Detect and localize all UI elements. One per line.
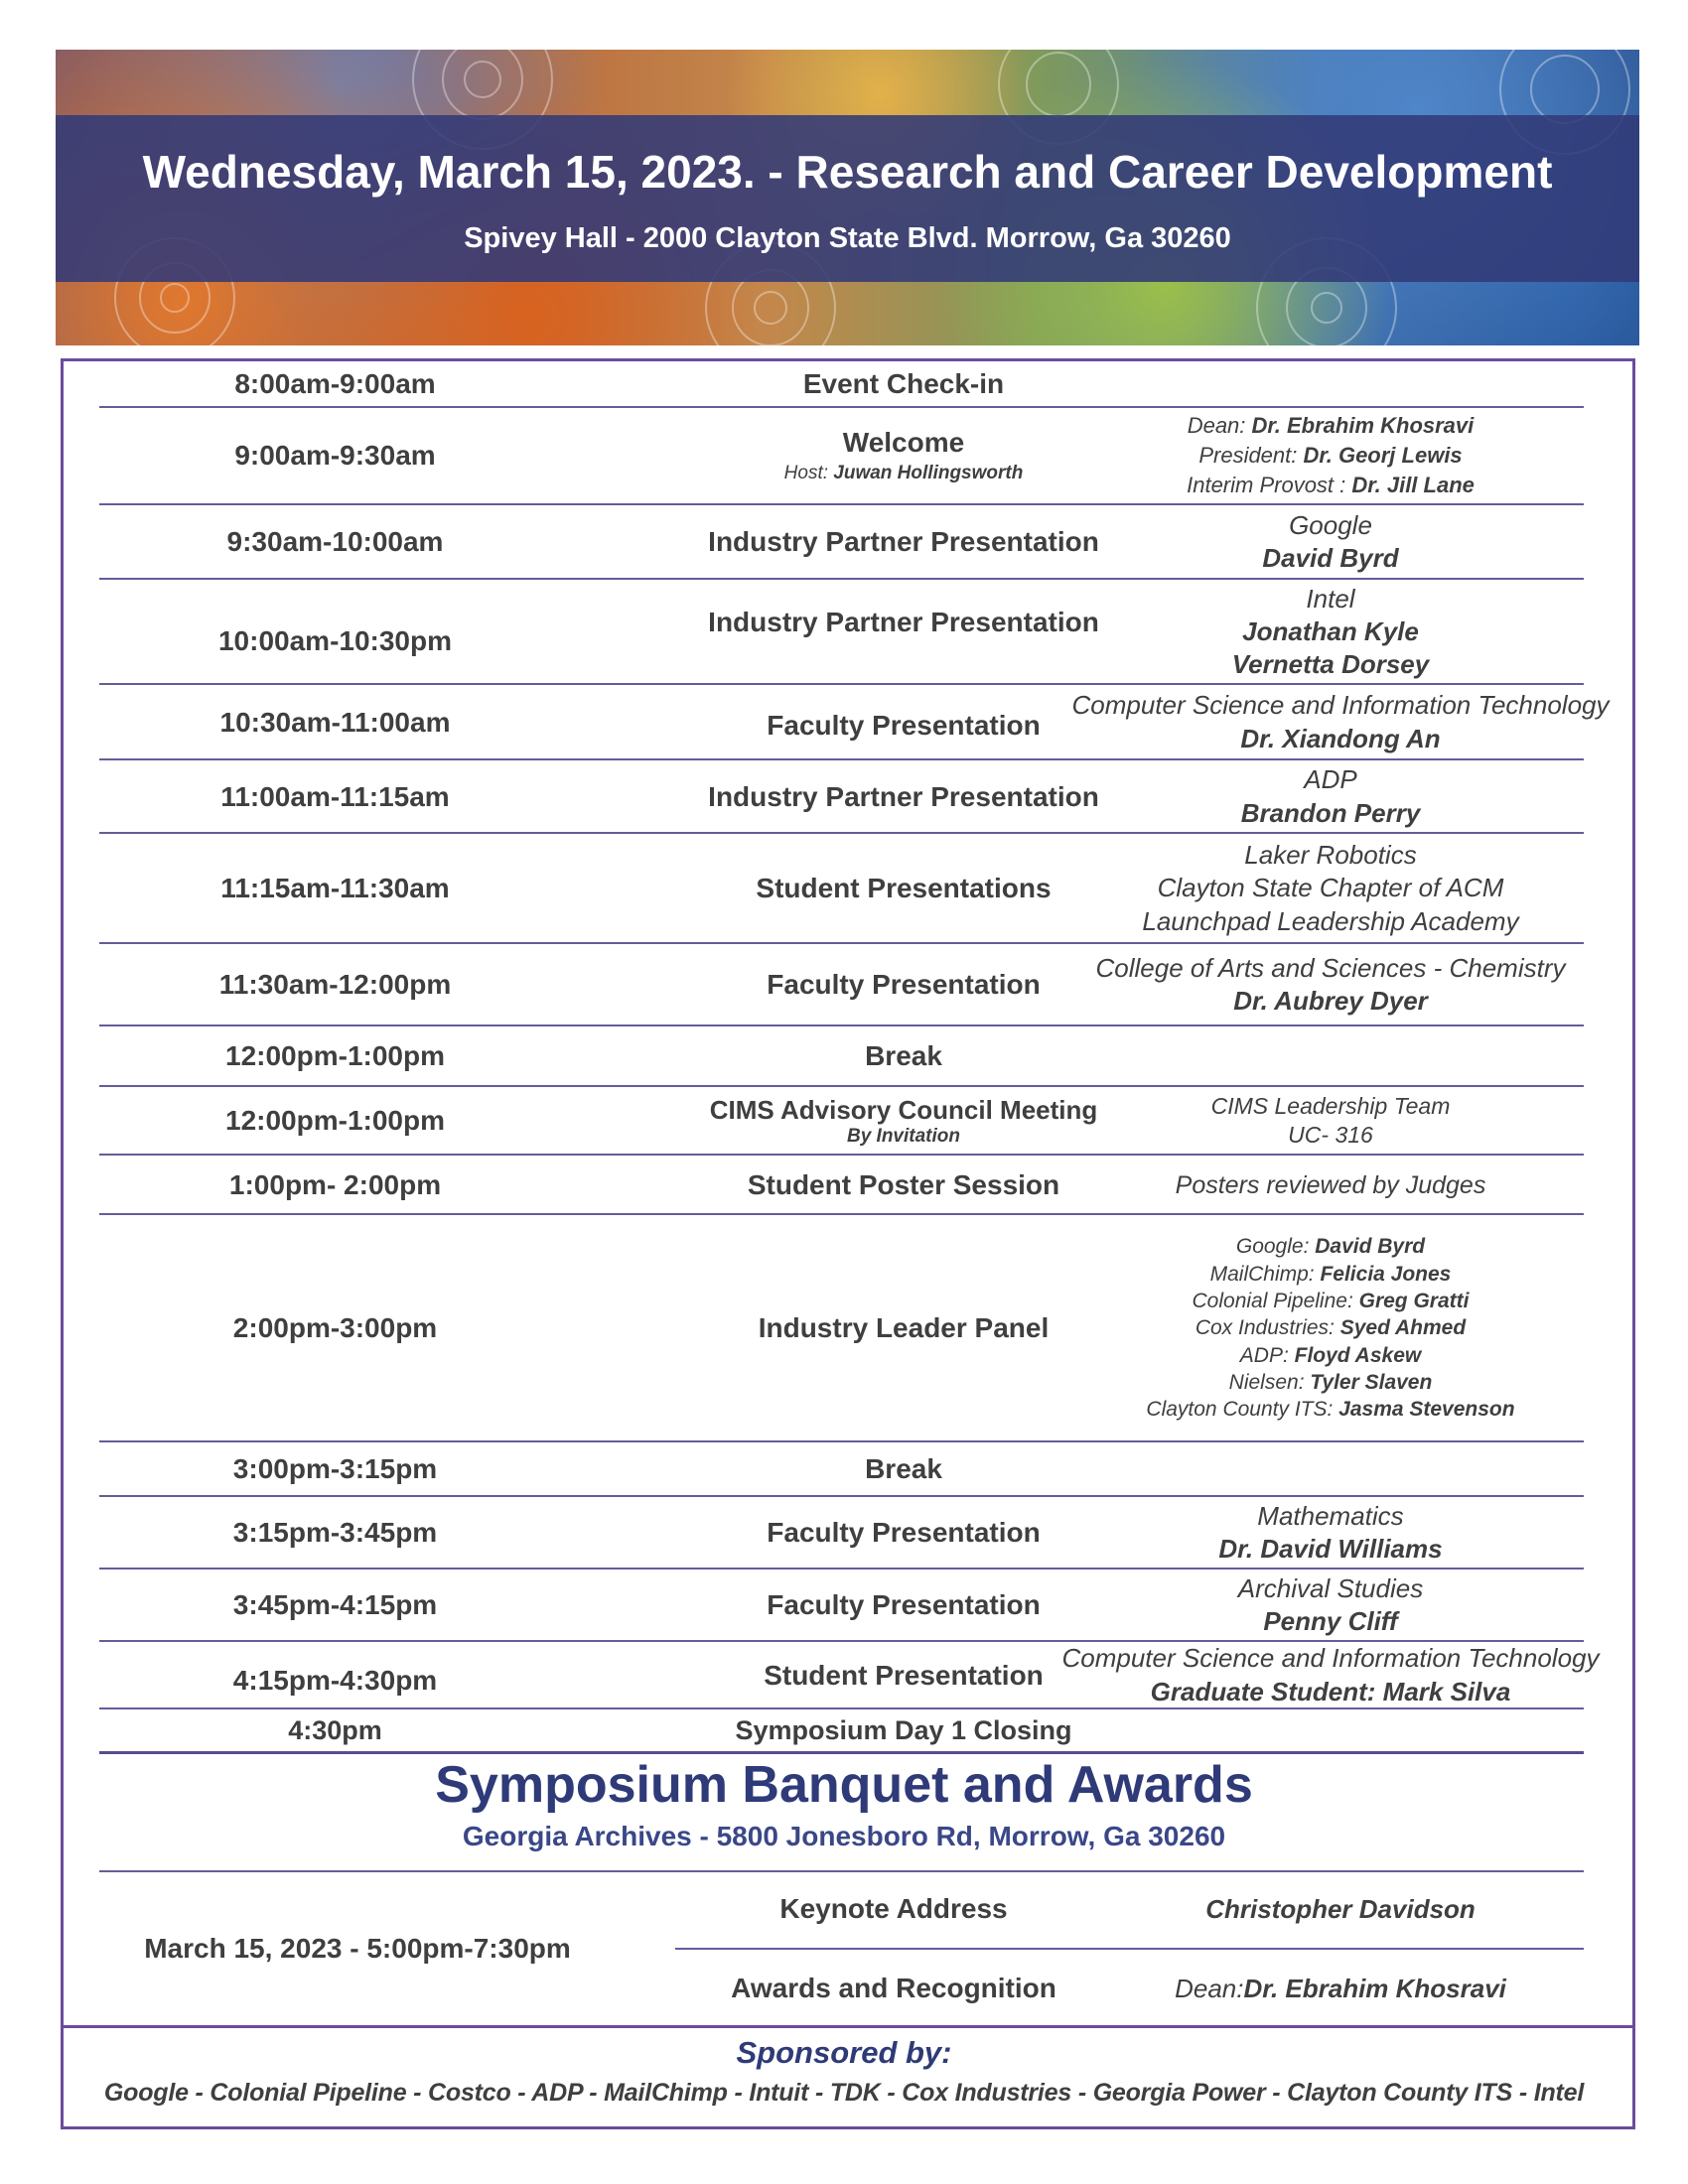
presenter-name: Tyler Slaven <box>1310 1370 1433 1394</box>
schedule-row <box>0 1157 1688 1213</box>
presenter-line <box>1236 1233 1425 1260</box>
presenter-label: Nielsen: <box>1228 1370 1311 1394</box>
presenter-name: Dr. Ebrahim Khosravi <box>1251 413 1475 439</box>
presenter-label: ADP: <box>1239 1343 1295 1367</box>
row-divider <box>99 1568 1584 1570</box>
presenter-name: David Byrd <box>1315 1235 1426 1259</box>
banner-title: Wednesday, March 15, 2023. - Research and Career Development <box>142 146 1553 198</box>
row-divider <box>99 758 1584 760</box>
row-presenters <box>1053 1157 1609 1213</box>
presenter-line <box>1196 1314 1466 1341</box>
presenter-line <box>1240 1342 1421 1369</box>
schedule-row <box>0 686 1688 758</box>
presenter-label: Google: <box>1235 1235 1316 1259</box>
presenter-label: Colonial Pipeline: <box>1192 1290 1359 1313</box>
schedule-row <box>0 1709 1688 1751</box>
row-divider <box>99 1440 1584 1442</box>
banquet-divider <box>99 1870 1584 1872</box>
presenter-line <box>1187 471 1475 500</box>
row-divider <box>99 683 1584 685</box>
row-time: 2:00pm-3:00pm <box>232 1312 438 1343</box>
row-presenters <box>1053 1570 1609 1640</box>
banquet-location: Georgia Archives - 5800 Jonesboro Rd, Morrow, Ga 30260 <box>462 1821 1226 1851</box>
banquet-event: Keynote Address <box>779 1893 1008 1924</box>
row-time: 4:15pm-4:30pm <box>232 1664 438 1696</box>
row-presenters <box>1053 1216 1609 1440</box>
row-presenters <box>1053 581 1609 683</box>
sponsors-list: Google - Colonial Pipeline - Costco - ADP - MailChimp - Intuit - TDK - Cox Industries - Georgia Power - Clayton County ITS - Intel <box>103 2079 1585 2107</box>
presenter-org: Computer Science and Information Technology <box>1061 1643 1600 1674</box>
row-time: 11:30am-12:00pm <box>218 969 452 1000</box>
row-divider <box>99 1154 1584 1156</box>
row-event: Break <box>865 1453 942 1484</box>
row-time: 4:30pm <box>288 1714 382 1745</box>
row-event: Faculty Presentation <box>767 1589 1041 1620</box>
row-time: 10:30am-11:00am <box>219 706 451 738</box>
presenter-org: Laker Robotics <box>1244 840 1417 871</box>
row-event: Faculty Presentation <box>767 1517 1041 1548</box>
presenter-org: Mathematics <box>1257 1500 1404 1531</box>
presenter-org: Clayton State Chapter of ACM <box>1157 873 1504 903</box>
row-time: 1:00pm- 2:00pm <box>228 1168 442 1200</box>
row-presenters <box>1053 1088 1609 1154</box>
row-event: Event Check-in <box>802 368 1005 399</box>
presenter-label: Dean: <box>1175 1973 1244 2003</box>
row-event: Industry Partner Presentation <box>708 606 1099 637</box>
presenter-name: Jasma Stevenson <box>1338 1398 1515 1422</box>
presenter-label: Dean: <box>1187 413 1252 439</box>
row-time: 3:15pm-3:45pm <box>232 1517 438 1548</box>
row-presenters <box>1053 1498 1609 1568</box>
host-name: Juwan Hollingsworth <box>833 463 1024 483</box>
presenter-line <box>1193 1288 1470 1314</box>
banquet-presenter <box>1112 1966 1569 2011</box>
presenter-name: Dr. Jill Lane <box>1351 472 1475 497</box>
row-event: Symposium Day 1 Closing <box>735 1714 1072 1745</box>
row-event: Industry Partner Presentation <box>708 780 1099 812</box>
presenter-org: Archival Studies <box>1237 1572 1424 1603</box>
row-event: Industry Partner Presentation <box>708 526 1099 557</box>
presenter-name: Christopher Davidson <box>1205 1893 1476 1924</box>
presenter-org: College of Arts and Sciences - Chemistry <box>1095 952 1566 983</box>
row-time: 8:00am-9:00am <box>234 368 436 399</box>
row-divider <box>99 942 1584 944</box>
presenter-org: Computer Science and Information Technology <box>1071 690 1610 721</box>
banquet-event: Awards and Recognition <box>731 1973 1056 2003</box>
presenter-line <box>1188 411 1475 441</box>
schedule-row <box>0 581 1688 683</box>
presenter-line <box>1210 1261 1452 1288</box>
schedule-row <box>0 835 1688 942</box>
row-divider <box>99 503 1584 505</box>
row-presenters <box>1053 835 1609 942</box>
presenter-name: Dr. Ebrahim Khosravi <box>1243 1973 1506 2003</box>
banner-band <box>56 115 1639 282</box>
row-presenters <box>1062 686 1618 758</box>
sponsors-divider <box>64 2025 1632 2028</box>
presenter-org: Intel <box>1306 583 1355 614</box>
row-presenters <box>1053 945 1609 1024</box>
row-time: 11:00am-11:15am <box>220 780 450 812</box>
schedule-row <box>0 408 1688 503</box>
presenter-label: Cox Industries: <box>1195 1316 1340 1340</box>
schedule-row <box>0 1443 1688 1495</box>
schedule-row <box>0 1216 1688 1440</box>
row-presenters <box>1053 761 1609 832</box>
row-event-note: By Invitation <box>846 1125 960 1147</box>
row-presenters <box>1053 1643 1609 1707</box>
presenter-org: CIMS Leadership Team <box>1210 1093 1451 1120</box>
presenter-line <box>1198 441 1462 471</box>
presenter-label: President: <box>1198 443 1304 469</box>
banquet-title: Symposium Banquet and Awards <box>435 1756 1253 1814</box>
row-time: 11:15am-11:30am <box>220 873 450 903</box>
row-divider <box>99 1213 1584 1215</box>
presenter-line <box>1229 1369 1433 1396</box>
row-event: Faculty Presentation <box>767 709 1041 741</box>
presenter-org: Google <box>1289 509 1372 540</box>
presenter-name: Dr. Georj Lewis <box>1303 443 1463 469</box>
schedule-row <box>0 945 1688 1024</box>
row-time: 10:00am-10:30pm <box>217 624 453 656</box>
banner-location: Spivey Hall - 2000 Clayton State Blvd. Morrow, Ga 30260 <box>464 222 1231 254</box>
row-divider <box>99 832 1584 834</box>
row-event: Faculty Presentation <box>767 969 1041 1000</box>
presenter-name: Vernetta Dorsey <box>1231 649 1430 680</box>
row-event: Student Poster Session <box>747 1168 1060 1200</box>
presenter-name: Jonathan Kyle <box>1242 615 1419 646</box>
presenter-name: Felicia Jones <box>1320 1262 1452 1286</box>
row-time: 12:00pm-1:00pm <box>225 1040 445 1071</box>
section-divider <box>99 1751 1584 1754</box>
presenter-label: MailChimp: <box>1209 1262 1321 1286</box>
row-event: Student Presentations <box>756 873 1052 903</box>
presenter-org: UC- 316 <box>1288 1122 1373 1148</box>
schedule-row <box>0 1088 1688 1154</box>
presenter-name: David Byrd <box>1262 543 1399 573</box>
presenter-org: ADP <box>1304 764 1357 795</box>
schedule-row <box>0 1498 1688 1568</box>
row-divider <box>99 1024 1584 1026</box>
presenter-name: Dr. Xiandong An <box>1240 723 1441 753</box>
banquet-presenter <box>1112 1886 1569 1932</box>
header-banner <box>56 50 1639 345</box>
schedule-row <box>0 1643 1688 1707</box>
row-divider <box>99 1495 1584 1497</box>
row-event-title: Welcome <box>842 427 965 458</box>
presenter-org: Posters reviewed by Judges <box>1175 1170 1486 1199</box>
schedule-row <box>0 506 1688 578</box>
row-presenters <box>1053 506 1609 578</box>
banquet-datetime: March 15, 2023 - 5:00pm-7:30pm <box>144 1933 571 1964</box>
schedule-row <box>0 362 1688 406</box>
row-divider <box>99 578 1584 580</box>
presenter-label: Interim Provost : <box>1187 472 1352 497</box>
schedule-row <box>0 1570 1688 1640</box>
banquet-item-divider <box>675 1948 1584 1950</box>
sponsors-title: Sponsored by: <box>736 2035 952 2070</box>
row-event: Student Presentation <box>764 1659 1044 1691</box>
presenter-name: Brandon Perry <box>1240 797 1421 828</box>
row-time: 12:00pm-1:00pm <box>225 1105 445 1136</box>
presenter-name: Penny Cliff <box>1263 1606 1398 1636</box>
row-time: 3:00pm-3:15pm <box>232 1453 438 1484</box>
row-presenters <box>1053 408 1609 503</box>
presenter-org: Launchpad Leadership Academy <box>1142 905 1519 936</box>
row-divider <box>99 1085 1584 1087</box>
presenter-name: Dr. David Williams <box>1218 1534 1443 1564</box>
host-label: Host: <box>783 463 834 483</box>
row-event-host <box>784 463 1024 484</box>
presenter-name: Dr. Aubrey Dyer <box>1233 986 1428 1016</box>
presenter-name: Graduate Student: Mark Silva <box>1150 1676 1511 1706</box>
schedule-row <box>0 761 1688 832</box>
presenter-name: Floyd Askew <box>1294 1343 1422 1367</box>
row-time: 9:30am-10:00am <box>226 526 444 557</box>
row-event: Industry Leader Panel <box>758 1312 1050 1343</box>
presenter-line <box>1146 1396 1514 1423</box>
presenter-label: Clayton County ITS: <box>1146 1398 1339 1422</box>
row-time: 9:00am-9:30am <box>234 440 436 471</box>
presenter-name: Syed Ahmed <box>1339 1316 1467 1340</box>
row-event: Break <box>865 1040 942 1071</box>
row-event-title: CIMS Advisory Council Meeting <box>709 1094 1098 1125</box>
presenter-name: Greg Gratti <box>1358 1290 1470 1313</box>
schedule-row <box>0 1027 1688 1085</box>
row-time: 3:45pm-4:15pm <box>232 1589 438 1620</box>
